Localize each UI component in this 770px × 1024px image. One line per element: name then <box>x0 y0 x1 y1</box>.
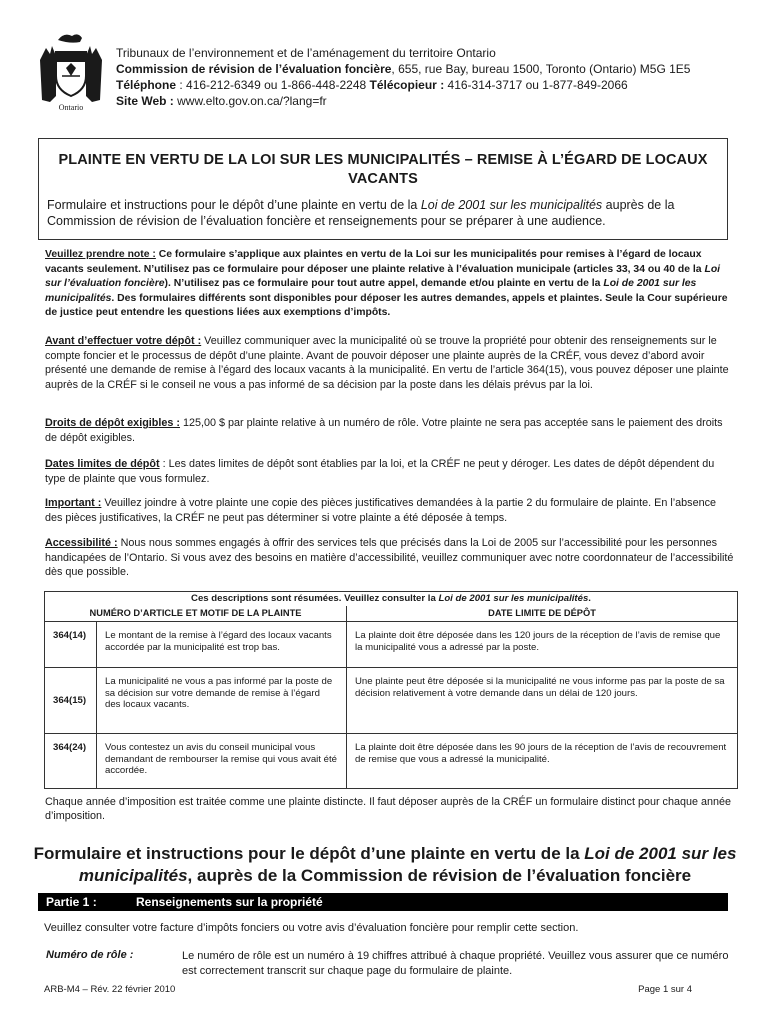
note-paragraph: Veuillez prendre note : Ce formulaire s’applique aux plaintes en vertu de la Loi sur les municipalités pour remises à l’égard de locaux vacants seulement. N’utilisez pas ce formulaire pour déposer une plainte relative à l’évaluation municipale (articles 33, 34 ou 40 de la Loi sur l’évaluation foncière). N’utilisez pas ce formulaire pour tout autre appel, demande et/ou plainte en vertu de la Loi de 2001 sur les municipalités. Des formulaires différents sont disponibles pour déposer les autres demandes, appels et plaintes. Seule la Cour supérieure de justice peut entendre les questions liées aux exemptions d’impôts. <box>45 249 728 318</box>
website: Site Web : www.elto.gov.on.ca/?lang=fr <box>116 94 327 108</box>
consult-instructions: Veuillez consulter votre facture d’impôts fonciers ou votre avis d’évaluation foncière pour remplir cette section. <box>44 922 579 934</box>
form-title: PLAINTE EN VERTU DE LA LOI SUR LES MUNICIPALITÉS – REMISE À L’ÉGARD DE LOCAUX VACANTS <box>58 152 708 187</box>
roll-number-label: Numéro de rôle : <box>46 949 134 961</box>
logo-caption: Ontario <box>58 103 84 112</box>
ontario-logo <box>36 30 106 112</box>
commission-address: Commission de révision de l’évaluation foncière, 655, rue Bay, bureau 1500, Toronto (Ontario) M5G 1E5 <box>116 62 691 76</box>
tax-year-note: Chaque année d’imposition est traitée comme une plainte distincte. Il faut déposer auprès de la CRÉF un formulaire distinct pour chaque année d’imposition. <box>45 796 732 822</box>
deadlines-table <box>44 591 738 789</box>
table-caption: Ces descriptions sont résumées. Veuillez consulter la Loi de 2001 sur les municipalités. <box>45 592 738 607</box>
part-label: Partie 1 : <box>46 895 97 909</box>
table-row: 364(14) Le montant de la remise à l’égard des locaux vacants accordée par la municipalité est trop bas. La plainte doit être déposée dans les 120 jours de la réception de l’avis de remise que la municipalité vous a adressé par la poste. <box>45 622 738 668</box>
important-paragraph: Important : Veuillez joindre à votre plainte une copie des pièces justificatives demandées à la partie 2 du formulaire de plainte. En l’absence des pièces justificatives, la CRÉF ne peut pas déterminer si votre plainte a été déposée à temps. <box>45 497 716 524</box>
section-title: Formulaire et instructions pour le dépôt d’une plainte en vertu de la Loi de 2001 sur les municipalités, auprès de la Commission de révision de l’évaluation foncière <box>33 844 737 885</box>
table-header-deadline: DATE LIMITE DE DÉPÔT <box>347 606 738 622</box>
roll-number-text: Le numéro de rôle est un numéro à 19 chiffres attribué à chaque propriété. Veuillez vous assurer que ce numéro est correctement transcrit sur chaque page du formulaire de plainte. <box>182 950 729 977</box>
website-link[interactable]: www.elto.gov.on.ca/?lang=fr <box>173 94 327 108</box>
accessibility-paragraph: Accessibilité : Nous nous sommes engagés à offrir des services tels que précisés dans la Loi de 2005 sur l’accessibilité pour les personnes handicapées de l’Ontario. Si vous avez des besoins en matière d’accessibilité, veuillez communiquer avec notre coordonnateur de l’accessibilité dès que possible. <box>45 537 734 578</box>
table-row: 364(24) Vous contestez un avis du conseil municipal vous demandant de rembourser la remise qui vous avait été accordée. La plainte doit être déposée dans les 90 jours de la réception de l’avis de recouvrement de remise que vous a adressé la municipalité. <box>45 734 738 789</box>
phone-fax: Téléphone : 416-212-6349 ou 1-866-448-2248 Télécopieur : 416-314-3717 ou 1-877-849-2066 <box>116 78 628 92</box>
form-description: Formulaire et instructions pour le dépôt d’une plainte en vertu de la Loi de 2001 sur les municipalités auprès de la Commission de révision de l’évaluation foncière et renseignements pour se préparer à une audience. <box>47 198 675 228</box>
header-block <box>116 45 690 109</box>
table-row: 364(15) La municipalité ne vous a pas informé par la poste de sa décision sur votre demande de remise à l’égard des locaux vacants. Une plainte peut être déposée si la municipalité ne vous informe pas par la poste de sa décision relativement à votre demande dans un délai de 120 jours. <box>45 668 738 734</box>
page-number: Page 1 sur 4 <box>638 984 692 995</box>
title-box <box>38 138 728 240</box>
filing-fees-paragraph: Droits de dépôt exigibles : 125,00 $ par plainte relative à un numéro de rôle. Votre plainte ne sera pas acceptée sans le paiement des droits de dépôt exigibles. <box>45 417 723 444</box>
part-1-bar <box>38 893 728 911</box>
before-filing-paragraph: Avant d’effectuer votre dépôt : Veuillez communiquer avec la municipalité où se trouve la propriété pour obtenir des renseignements sur le compte foncier et le processus de dépôt d’une plainte. Avant de pouvoir déposer une plainte auprès de la CRÉF, vous devez d’abord avoir présenté une demande de remise à l’égard des locaux vacants à la municipalité. En vertu de l’article 364(15), vous pouvez déposer une plainte auprès de la CRÉF si le conseil ne vous a pas informé de sa décision par la poste dans les délais prévus par la loi. <box>45 335 729 391</box>
part-title: Renseignements sur la propriété <box>136 895 323 909</box>
form-revision: ARB-M4 – Rév. 22 février 2010 <box>44 984 176 995</box>
filing-deadlines-paragraph: Dates limites de dépôt : Les dates limites de dépôt sont établies par la loi, et la CRÉF ne peut y déroger. Les dates de dépôt dépendent du type de plainte que vous formulez. <box>45 458 715 485</box>
table-header-article: NUMÉRO D’ARTICLE ET MOTIF DE LA PLAINTE <box>45 606 347 622</box>
tribunal-name: Tribunaux de l’environnement et de l’aménagement du territoire Ontario <box>116 46 496 60</box>
